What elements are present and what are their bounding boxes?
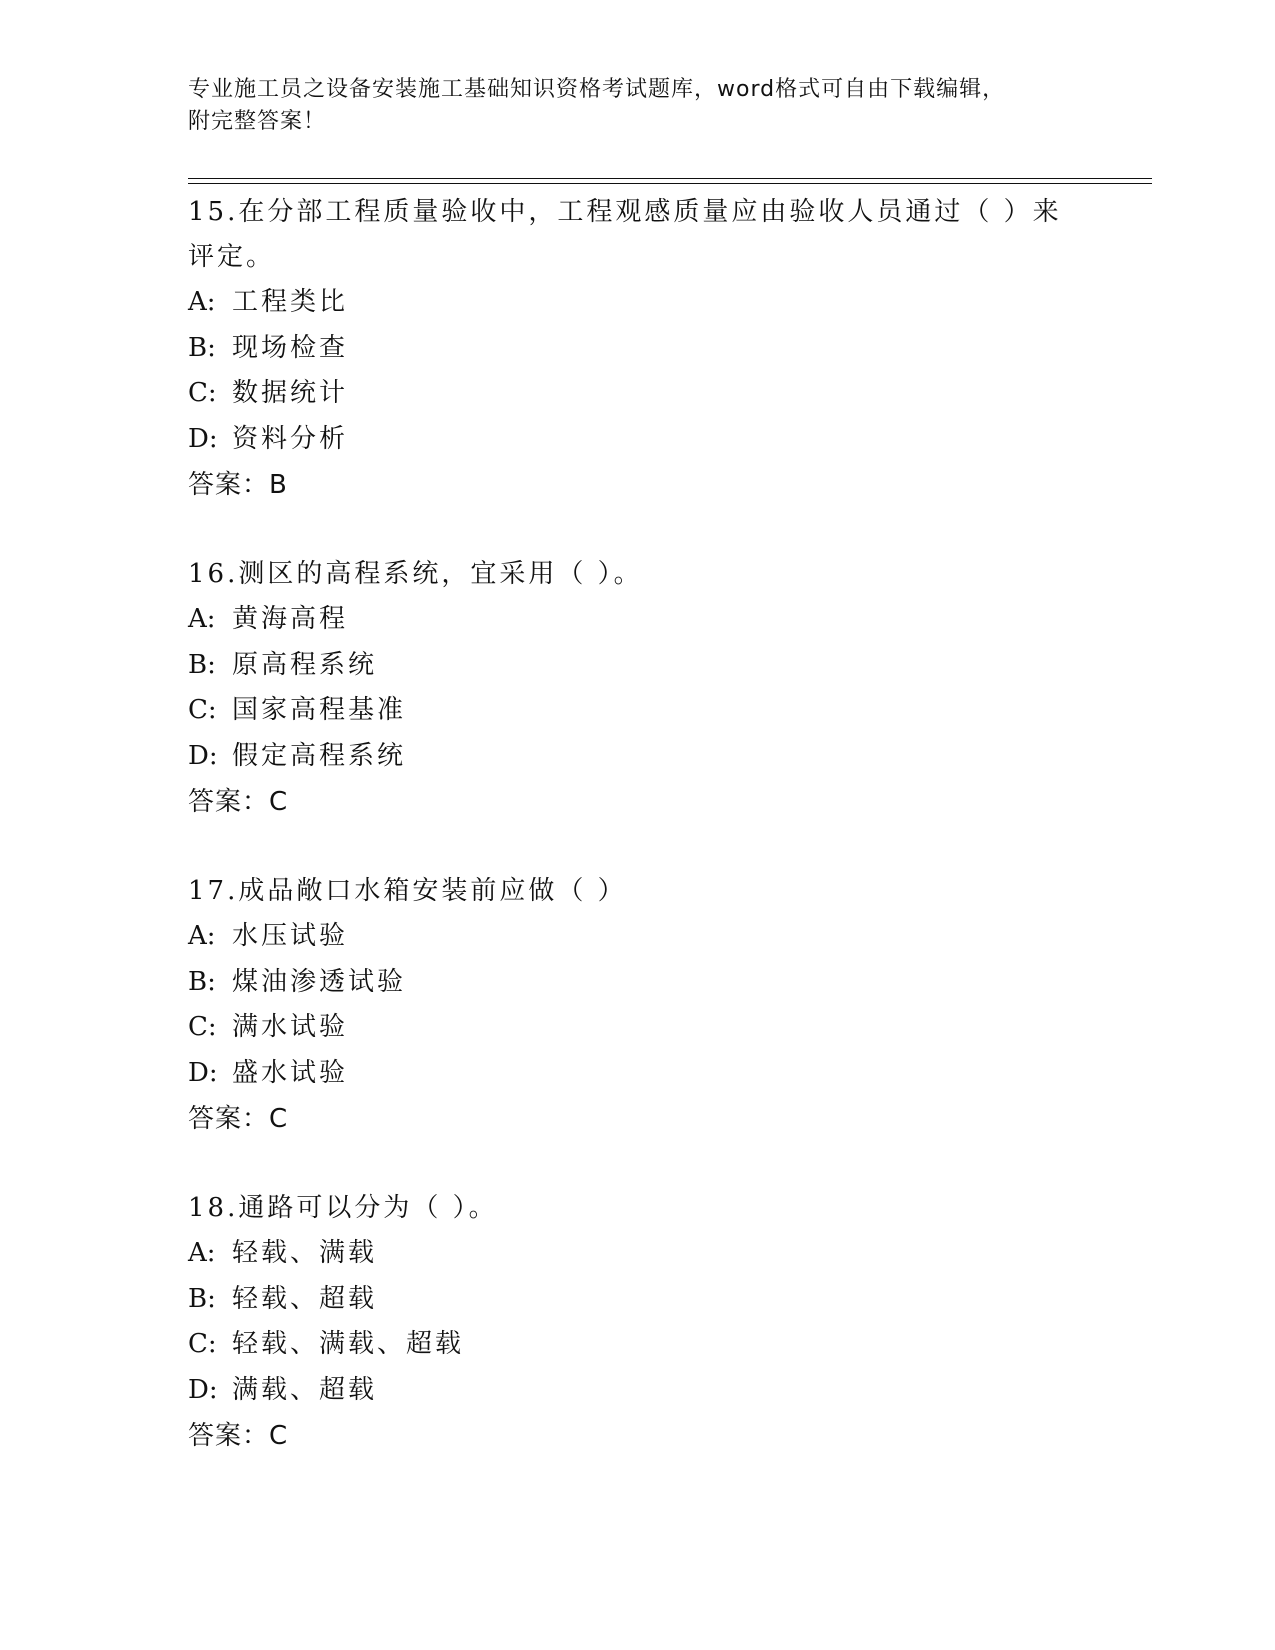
option-text: 资料分析 (232, 423, 349, 454)
question-spacer (188, 508, 1088, 552)
option-a (188, 1231, 1088, 1277)
question-15 (188, 190, 1088, 508)
option-a (188, 914, 1088, 960)
option-letter: B: (188, 966, 216, 997)
answer-value: B (269, 470, 288, 500)
question-stem: 16.测区的高程系统，宜采用（ ）。 (188, 559, 643, 589)
option-letter: B: (188, 332, 216, 363)
option-letter: A: (188, 921, 216, 951)
option-letter: D: (188, 1374, 218, 1405)
answer-label: 答案： (188, 1421, 270, 1451)
option-d (188, 1368, 1088, 1414)
option-letter: C: (188, 378, 217, 408)
question-stem: 18.通路可以分为（ ）。 (188, 1193, 498, 1223)
question-spacer (188, 825, 1088, 869)
answer-line (188, 779, 1088, 825)
option-text: 工程类比 (232, 287, 349, 317)
option-letter: D: (188, 423, 218, 454)
answer-line (188, 1413, 1088, 1459)
option-text: 满载、超载 (232, 1374, 378, 1405)
option-text: 现场检查 (232, 332, 349, 363)
question-stem-continued: 评定。 (188, 242, 276, 272)
option-letter: A: (188, 1238, 216, 1268)
question-stem: 17.成品敞口水箱安装前应做（ ） (188, 876, 627, 906)
option-b (188, 960, 1088, 1006)
option-letter: B: (188, 649, 216, 680)
answer-line (188, 1096, 1088, 1142)
answer-line (188, 462, 1088, 508)
option-c (188, 371, 1088, 417)
option-text: 煤油渗透试验 (232, 966, 407, 997)
option-text: 国家高程基准 (232, 695, 407, 725)
option-b (188, 1277, 1088, 1323)
answer-value: C (269, 1104, 289, 1134)
option-d (188, 1051, 1088, 1097)
option-text: 轻载、满载、超载 (232, 1329, 465, 1359)
option-b (188, 643, 1088, 689)
header-line-1: 专业施工员之设备安装施工基础知识资格考试题库，word格式可自由下载编辑， (188, 77, 1006, 102)
option-letter: C: (188, 695, 217, 725)
answer-value: C (269, 787, 289, 817)
option-letter: A: (188, 604, 216, 634)
answer-value: C (269, 1421, 289, 1451)
option-letter: C: (188, 1329, 217, 1359)
answer-label: 答案： (188, 1104, 270, 1134)
answer-label: 答案： (188, 470, 270, 500)
question-list (188, 190, 1088, 1459)
question-spacer (188, 1142, 1088, 1186)
option-c (188, 1322, 1088, 1368)
option-letter: D: (188, 1057, 218, 1088)
option-b (188, 326, 1088, 372)
option-text: 黄海高程 (232, 604, 349, 634)
option-d (188, 417, 1088, 463)
header-divider-top (188, 178, 1152, 179)
option-a (188, 280, 1088, 326)
question-17 (188, 869, 1088, 1142)
question-16 (188, 552, 1088, 825)
option-d (188, 734, 1088, 780)
option-text: 满水试验 (232, 1012, 349, 1042)
option-c (188, 688, 1088, 734)
option-text: 原高程系统 (232, 649, 378, 680)
option-letter: D: (188, 740, 218, 771)
option-text: 假定高程系统 (232, 740, 407, 771)
document-header (188, 74, 1068, 138)
option-letter: B: (188, 1283, 216, 1314)
question-stem: 15.在分部工程质量验收中，工程观感质量应由验收人员通过（ ）来 (188, 197, 1062, 227)
header-line-2: 附完整答案！ (188, 109, 327, 134)
header-divider-bottom (188, 183, 1152, 184)
option-text: 数据统计 (232, 378, 349, 408)
option-letter: A: (188, 287, 216, 317)
option-text: 盛水试验 (232, 1057, 349, 1088)
option-a (188, 597, 1088, 643)
answer-label: 答案： (188, 787, 270, 817)
option-c (188, 1005, 1088, 1051)
option-letter: C: (188, 1012, 217, 1042)
option-text: 轻载、超载 (232, 1283, 378, 1314)
question-18 (188, 1186, 1088, 1459)
option-text: 轻载、满载 (232, 1238, 378, 1268)
option-text: 水压试验 (232, 921, 349, 951)
